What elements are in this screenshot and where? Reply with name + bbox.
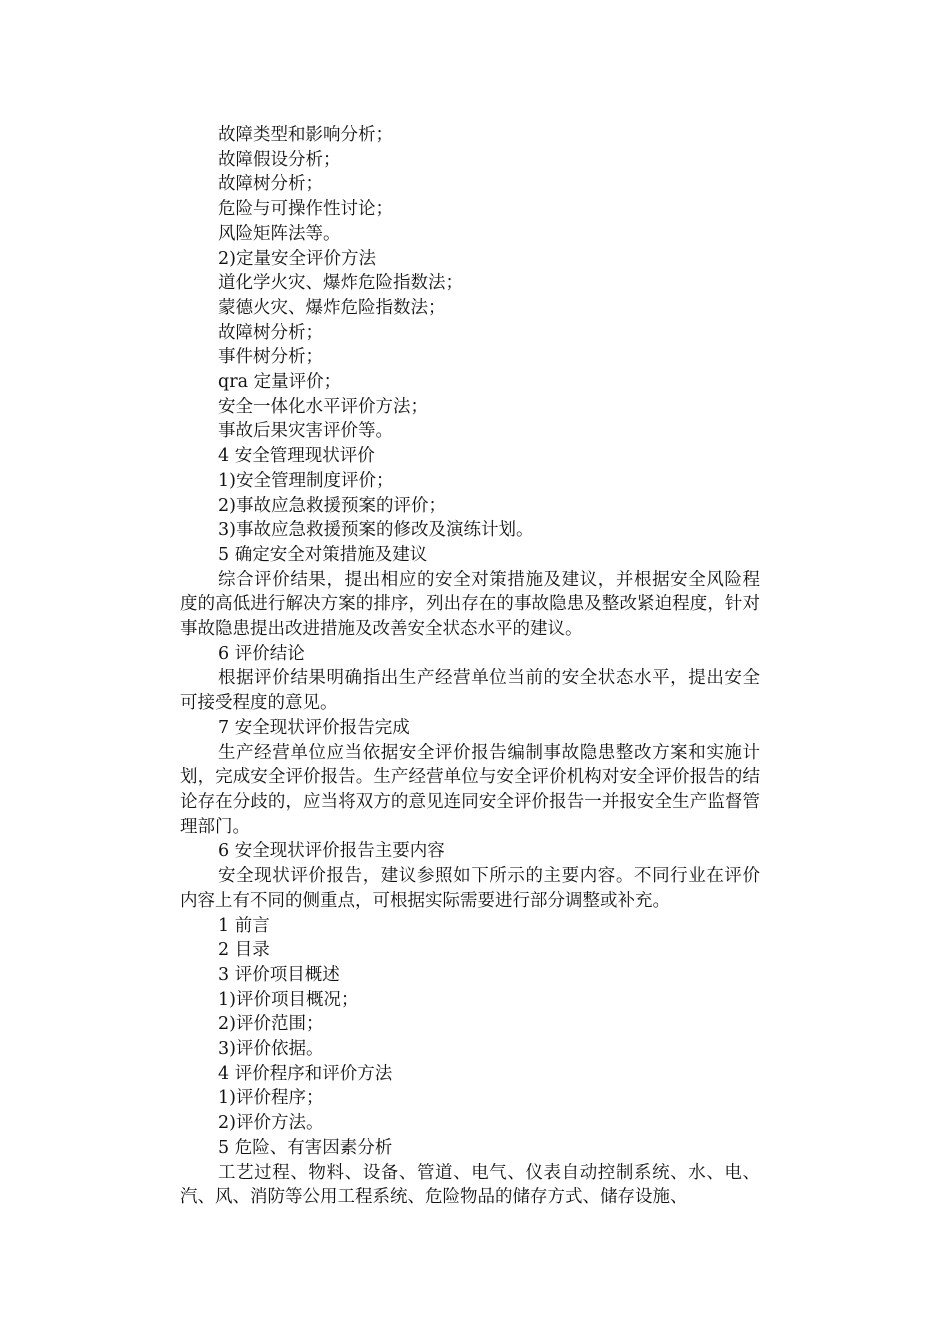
text-line: 风险矩阵法等。 (218, 223, 341, 244)
body-paragraph: 安全现状评价报告，建议参照如下所示的主要内容。不同行业在评价内容上有不同的侧重点，可根据实际需要进行部分调整或补充。 (180, 866, 760, 911)
text-line: 3)评价依据。 (218, 1039, 324, 1060)
document-body (180, 123, 760, 1210)
text-line: 危险与可操作性讨论； (218, 199, 393, 220)
body-paragraph: 综合评价结果，提出相应的安全对策措施及建议，并根据安全风险程度的高低进行解决方案的排序，列出存在的事故隐患及整改紧迫程度，针对事故隐患提出改进措施及改善安全状态水平的建议。 (180, 569, 760, 640)
text-line: 4 安全管理现状评价 (218, 446, 375, 467)
text-line: 蒙德火灾、爆炸危险指数法； (218, 297, 446, 318)
text-line: 事故后果灾害评价等。 (218, 421, 393, 442)
text-line: 6 安全现状评价报告主要内容 (218, 841, 445, 862)
body-paragraph: 生产经营单位应当依据安全评价报告编制事故隐患整改方案和实施计划，完成安全评价报告。生产经营单位与安全评价机构对安全评价报告的结论存在分歧的，应当将双方的意见连同安全评价报告一并报安全生产监督管理部门。 (180, 742, 760, 837)
text-line: 7 安全现状评价报告完成 (218, 717, 410, 738)
text-line: 安全一体化水平评价方法； (218, 396, 428, 417)
body-paragraph: 根据评价结果明确指出生产经营单位当前的安全状态水平，提出安全可接受程度的意见。 (180, 668, 760, 714)
text-line: 事件树分析； (218, 347, 323, 368)
text-line: 5 确定安全对策措施及建议 (218, 544, 428, 565)
text-line: 故障类型和影响分析； (218, 125, 393, 145)
text-line: qra 定量评价； (218, 372, 342, 393)
text-line: 1 前言 (218, 915, 270, 936)
body-paragraph: 工艺过程、物料、设备、管道、电气、仪表自动控制系统、水、电、汽、风、消防等公用工程系统、危险物品的储存方式、储存设施、 (180, 1162, 760, 1208)
text-line: 1)评价程序； (218, 1088, 324, 1109)
text-line: 故障假设分析； (218, 149, 341, 170)
text-line: 2)事故应急救援预案的评价； (218, 495, 446, 516)
text-line: 6 评价结论 (218, 643, 305, 664)
text-line: 5 危险、有害因素分析 (218, 1137, 393, 1158)
text-line: 2)评价范围； (218, 1014, 324, 1035)
text-line: 3 评价项目概述 (218, 964, 340, 985)
text-line: 1)安全管理制度评价； (218, 470, 394, 491)
text-line: 2 目录 (218, 940, 270, 961)
text-line: 故障树分析； (218, 174, 323, 195)
text-line: 2)评价方法。 (218, 1113, 324, 1134)
text-line: 道化学火灾、爆炸危险指数法； (218, 273, 463, 294)
text-line: 4 评价程序和评价方法 (218, 1063, 393, 1084)
text-line: 2)定量安全评价方法 (218, 248, 376, 269)
text-line: 3)事故应急救援预案的修改及演练计划。 (218, 520, 534, 541)
text-line: 故障树分析； (218, 322, 323, 343)
text-line: 1)评价项目概况； (218, 989, 359, 1010)
